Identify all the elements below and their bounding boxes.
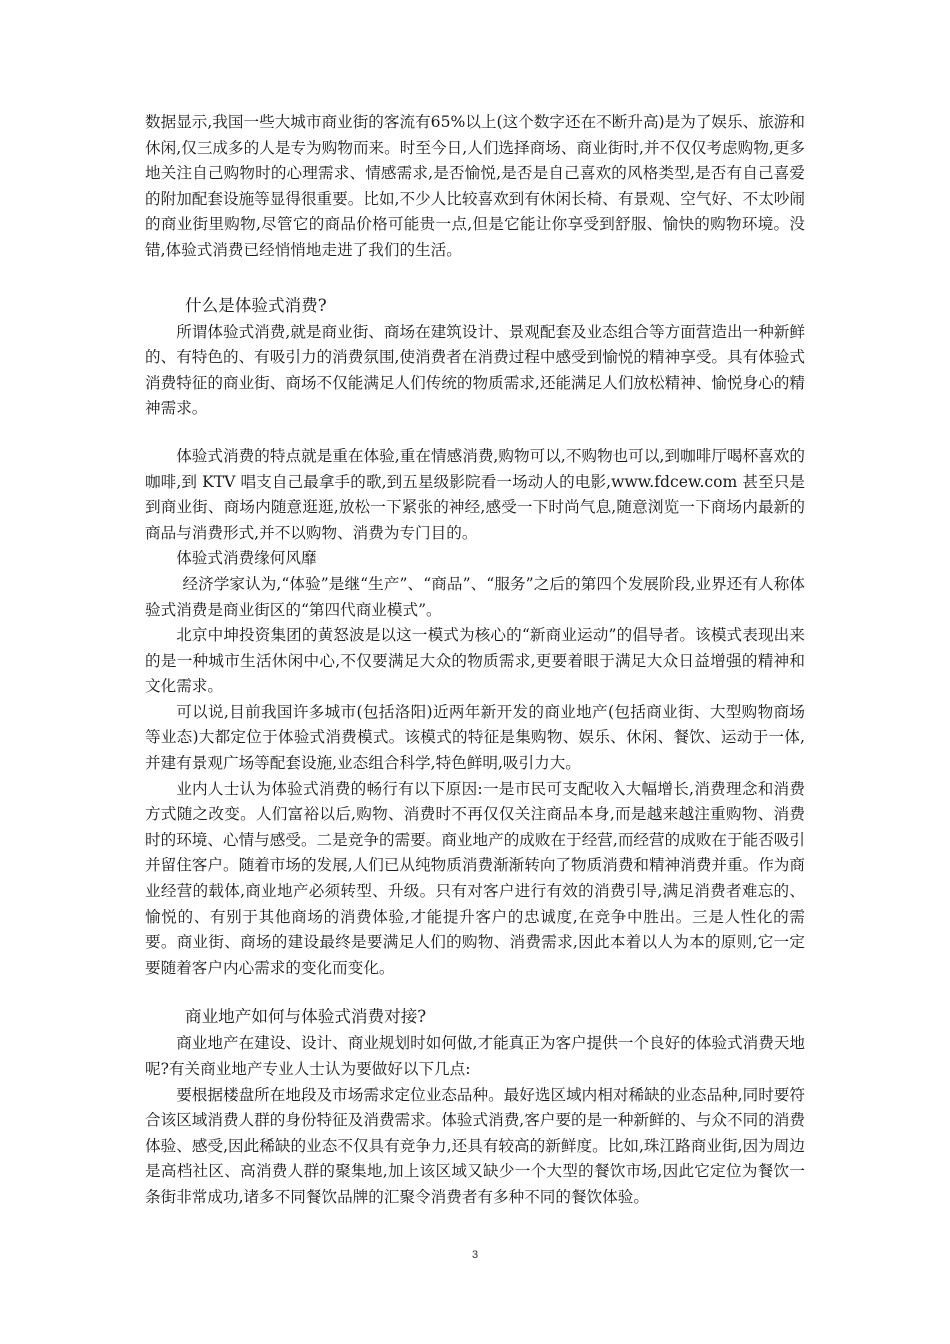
paragraph-intro: 数据显示,我国一些大城市商业街的客流有65%以上(这个数字还在不断升高)是为了娱乐、旅游和休闲,仅三成多的人是专为购物而来。时至今日,人们选择商场、商业街时,并不仅仅考虑购物,更多地关注自己购物时的心理需求、情感需求,是否愉悦,是否是自己喜欢的风格类型,是否有自己喜爱的附加配套设施等显得很重要。比如,不少人比较喜欢到有休闲长椅、有景观、空气好、不太吵闹的商业街里购物,尽管它的商品价格可能贵一点,但是它能让你享受到舒服、愉快的购物环境。没错,体验式消费已经悄悄地走进了我们的生活。 [145, 113, 805, 259]
paragraph-economists: 经济学家认为,“体验”是继“生产”、“商品”、“服务”之后的第四个发展阶段,业界还有人称体验式消费是商业街区的“第四代商业模式”。 [145, 574, 805, 619]
spacer [145, 422, 805, 444]
paragraph-reasons: 业内人士认为体验式消费的畅行有以下原因:一是市民可支配收入大幅增长,消费理念和消费方式随之改变。人们富裕以后,购物、消费时不再仅仅关注商品本身,而是越来越注重购物、消费时的环境、心情与感受。二是竞争的需要。商业地产的成败在于经营,而经营的成败在于能否吸引并留住客户。随着市场的发展,人们已从纯物质消费渐渐转向了物质消费和精神消费并重。作为商业经营的载体,商业地产必须转型、升级。只有对客户进行有效的消费引导,满足消费者难忘的、愉悦的、有别于其他商场的消费体验,才能提升客户的忠诚度,在竞争中胜出。三是人性化的需要。商业街、商场的建设最终是要满足人们的购物、消费需求,因此本着以人为本的原则,它一定要随着客户内心需求的变化而变化。 [145, 779, 805, 977]
section-heading-what-is: 什么是体验式消费? [185, 295, 327, 315]
subheading-why-popular: 体验式消费缘何风靡 [176, 549, 317, 568]
document-body [145, 110, 805, 1211]
paragraph-how-to: 商业地产在建设、设计、商业规划时如何做,才能真正为客户提供一个良好的体验式消费天地呢?有关商业地产专业人士认为要做好以下几点: [145, 1034, 805, 1078]
paragraph-beijing: 北京中坤投资集团的黄怒波是以这一模式为核心的“新商业运动”的倡导者。该模式表现出来的是一种城市生活休闲中心,不仅要满足大众的物质需求,更要着眼于满足大众日益增强的精神和文化需求。 [145, 626, 805, 696]
paragraph-positioning: 要根据楼盘所在地段及市场需求定位业态品种。最好选区域内相对稀缺的业态品种,同时要符合该区域消费人群的身份特征及消费需求。体验式消费,客户要的是一种新鲜的、与众不同的消费体验、感受,因此稀缺的业态不仅具有竞争力,还具有较高的新鲜度。比如,珠江路商业街,因为周边是高档社区、高消费人群的聚集地,加上该区域又缺少一个大型的餐饮市场,因此它定位为餐饮一条街非常成功,诸多不同餐饮品牌的汇聚令消费者有多种不同的餐饮体验。 [145, 1085, 805, 1206]
spacer [145, 981, 805, 1003]
paragraph-cities: 可以说,目前我国许多城市(包括洛阳)近两年新开发的商业地产(包括商业街、大型购物商场等业态)大都定位于体验式消费模式。该模式的特征是集购物、娱乐、休闲、餐饮、运动于一体,并建有景观广场等配套设施,业态组合科学,特色鲜明,吸引力大。 [145, 702, 805, 773]
spacer [145, 264, 805, 292]
section-heading-how-to-connect: 商业地产如何与体验式消费对接? [185, 1007, 427, 1027]
paragraph-definition: 所谓体验式消费,就是商业街、商场在建筑设计、景观配套及业态组合等方面营造出一种新鲜的、有特色的、有吸引力的消费氛围,使消费者在消费过程中感受到愉悦的精神享受。具有体验式消费特征的商业街、商场不仅能满足人们传统的物质需求,还能满足人们放松精神、愉悦身心的精神需求。 [145, 322, 805, 418]
paragraph-characteristics: 体验式消费的特点就是重在体验,重在情感消费,购物可以,不购物也可以,到咖啡厅喝杯喜欢的咖啡,到 KTV 唱支自己最拿手的歌,到五星级影院看一场动人的电影,www.fdcew.com 甚至只是到商业街、商场内随意逛逛,放松一下紧张的神经,感受一下时尚气息,随意浏览一下商场内最新的商品与消费形式,并不以购物、消费为专门目的。 [145, 446, 805, 542]
page-number: 3 [471, 1249, 479, 1261]
